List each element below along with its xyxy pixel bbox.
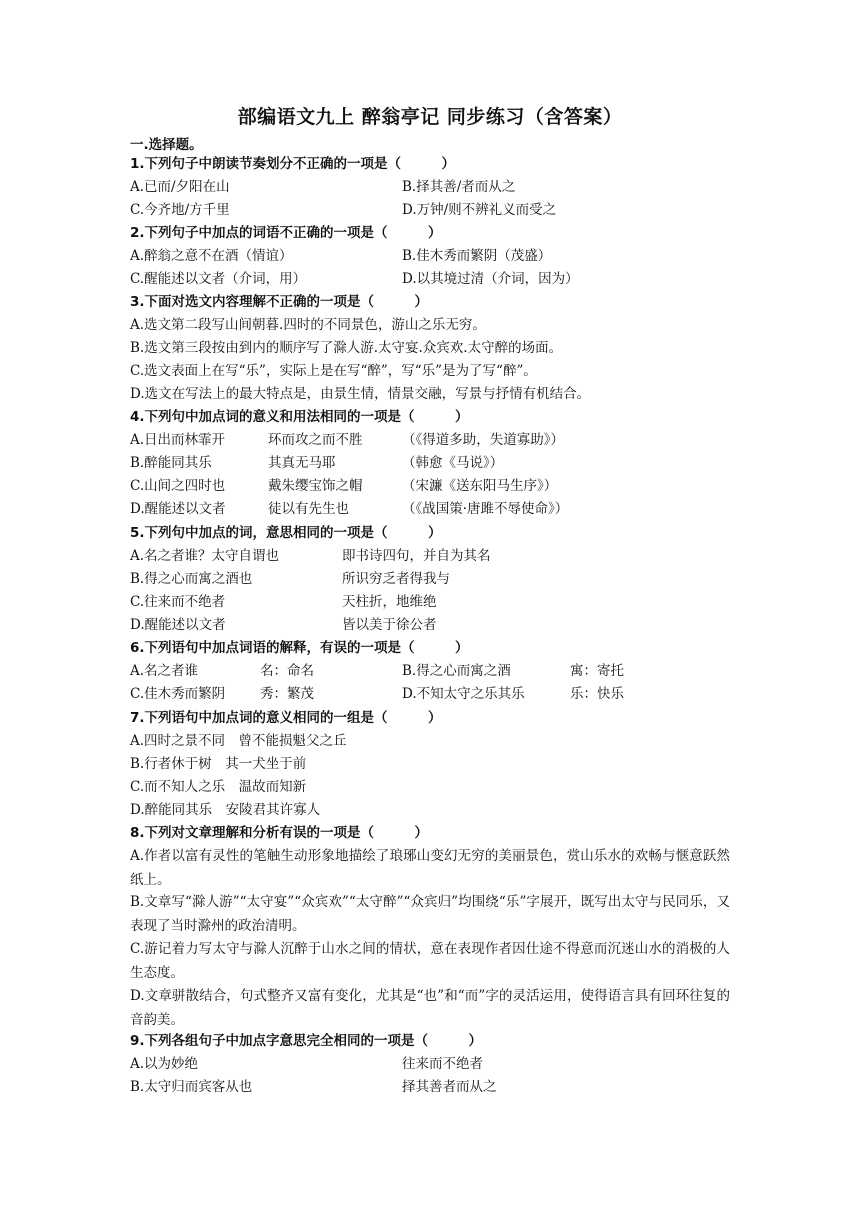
option-left: B.醉能同其乐 bbox=[130, 455, 212, 471]
option-c: C.选文表面上在写“乐”，实际上是在写“醉”，写“乐”是为了写“醉”。 bbox=[130, 363, 537, 379]
option-left: D.醒能述以文者 bbox=[130, 501, 226, 517]
option-right: 皆以美于徐公者 bbox=[342, 617, 437, 633]
option-d: D.选文在写法上的最大特点是，由景生情，情景交融，写景与抒情有机结合。 bbox=[130, 386, 591, 402]
option-d: D.万钟/则不辨礼义而受之 bbox=[402, 202, 557, 218]
option-right: 择其善者而从之 bbox=[402, 1079, 497, 1095]
option-b: B.得之心而寓之酒 bbox=[402, 663, 511, 679]
option-row bbox=[130, 570, 450, 588]
option-left: B.得之心而寓之酒也 bbox=[130, 571, 253, 587]
option-row bbox=[130, 454, 504, 472]
option-row bbox=[130, 477, 558, 495]
question-7-stem: 7.下列语句中加点词的意义相同的一组是（ ） bbox=[130, 710, 442, 726]
question-3-stem: 3.下面对选文内容理解不正确的一项是（ ） bbox=[130, 294, 429, 310]
option-a: A.作者以富有灵性的笔触生动形象地描绘了琅琊山变幻无穷的美丽景色，赏山乐水的欢畅与惬意跃然纸上。 bbox=[130, 848, 730, 888]
question-9-stem: 9.下列各组句子中加点字意思完全相同的一项是（ ） bbox=[130, 1033, 483, 1049]
question-2-stem: 2.下列句子中加点的词语不正确的一项是（ ） bbox=[130, 225, 442, 241]
option-middle: 其真无马耶 bbox=[268, 455, 336, 471]
section-heading: 一.选择题。 bbox=[130, 137, 203, 153]
option-b: B.选文第三段按由到内的顺序写了滁人游.太守宴.众宾欢.太守醉的场面。 bbox=[130, 340, 563, 356]
option-left: A.名之者谁？太守自谓也 bbox=[130, 548, 280, 564]
option-right: 所识穷乏者得我与 bbox=[342, 571, 450, 587]
option-source: （韩愈《马说》） bbox=[402, 455, 504, 471]
option-source: （宋濂《送东阳马生序》） bbox=[402, 478, 558, 494]
option-b: B.择其善/者而从之 bbox=[402, 179, 516, 195]
question-8-stem: 8.下列对文章理解和分析有误的一项是（ ） bbox=[130, 825, 429, 841]
option-b: B.文章写“滁人游”“太守宴”“众宾欢”“太守醉”“众宾归”均围绕“乐”字展开，既写出太守与民同乐，又表现了当时滁州的政治清明。 bbox=[130, 894, 730, 934]
option-row bbox=[130, 1055, 483, 1073]
option-source: （《战国策·唐雎不辱使命》） bbox=[402, 501, 569, 517]
option-d: D.以其境过清（介词，因为） bbox=[402, 271, 579, 287]
option-c: C.佳木秀而繁阴 bbox=[130, 686, 226, 702]
option-left: B.太守归而宾客从也 bbox=[130, 1079, 253, 1095]
option-left: D.醒能述以文者 bbox=[130, 617, 226, 633]
option-c-gloss: 秀：繁茂 bbox=[260, 686, 314, 702]
option-source: （《得道多助，失道寡助》） bbox=[402, 432, 564, 448]
option-a: A.醉翁之意不在酒（情谊） bbox=[130, 248, 293, 264]
question-5-stem: 5.下列句中加点的词，意思相同的一项是（ ） bbox=[130, 525, 442, 541]
option-left: C.往来而不绝者 bbox=[130, 594, 226, 610]
option-a: A.四时之景不同 曾不能损魁父之丘 bbox=[130, 733, 347, 749]
option-right: 即书诗四句，并自为其名 bbox=[342, 548, 491, 564]
option-row bbox=[130, 431, 564, 449]
option-c: C.今齐地/方千里 bbox=[130, 202, 230, 218]
option-row bbox=[130, 593, 437, 611]
option-a-gloss: 名：命名 bbox=[260, 663, 314, 679]
option-left: A.以为妙绝 bbox=[130, 1056, 199, 1072]
option-d: D.醉能同其乐 安陵君其许寡人 bbox=[130, 802, 321, 818]
option-row bbox=[130, 547, 491, 565]
option-row bbox=[130, 500, 569, 518]
option-middle: 环而攻之而不胜 bbox=[268, 432, 363, 448]
option-d-gloss: 乐：快乐 bbox=[570, 686, 624, 702]
option-row bbox=[130, 662, 624, 680]
option-right: 往来而不绝者 bbox=[402, 1056, 483, 1072]
option-b: B.行者休于树 其一犬坐于前 bbox=[130, 756, 307, 772]
question-4-stem: 4.下列句中加点词的意义和用法相同的一项是（ ） bbox=[130, 409, 469, 425]
option-b: B.佳木秀而繁阴（茂盛） bbox=[402, 248, 552, 264]
option-b-gloss: 寓：寄托 bbox=[570, 663, 624, 679]
option-middle: 戴朱缨宝饰之帽 bbox=[268, 478, 363, 494]
option-middle: 徒以有先生也 bbox=[268, 501, 349, 517]
option-right: 天柱折，地维绝 bbox=[342, 594, 437, 610]
question-1-stem: 1.下列句子中朗读节奏划分不正确的一项是（ ） bbox=[130, 156, 456, 172]
option-row bbox=[130, 1078, 497, 1096]
page-title: 部编语文九上 醉翁亭记 同步练习（含答案） bbox=[237, 106, 623, 128]
option-row bbox=[130, 616, 437, 634]
option-c: C.游记着力写太守与滁人沉醉于山水之间的情状，意在表现作者因仕途不得意而沉迷山水的消极的人生态度。 bbox=[130, 941, 730, 981]
option-left: C.山间之四时也 bbox=[130, 478, 226, 494]
option-c: C.醒能述以文者（介词，用） bbox=[130, 271, 307, 287]
option-row bbox=[130, 685, 624, 703]
option-left: A.日出而林霏开 bbox=[130, 432, 226, 448]
question-6-stem: 6.下列语句中加点词语的解释，有误的一项是（ ） bbox=[130, 640, 469, 656]
option-d: D.文章骈散结合，句式整齐又富有变化，尤其是“也”和“而”字的灵活运用，使得语言具有回环往复的音韵美。 bbox=[130, 988, 730, 1028]
option-a: A.已而/夕阳在山 bbox=[130, 179, 230, 195]
option-a: A.名之者谁 bbox=[130, 663, 199, 679]
option-c: C.而不知人之乐 温故而知新 bbox=[130, 779, 307, 795]
option-d: D.不知太守之乐其乐 bbox=[402, 686, 525, 702]
option-a: A.选文第二段写山间朝暮.四时的不同景色，游山之乐无穷。 bbox=[130, 317, 486, 333]
